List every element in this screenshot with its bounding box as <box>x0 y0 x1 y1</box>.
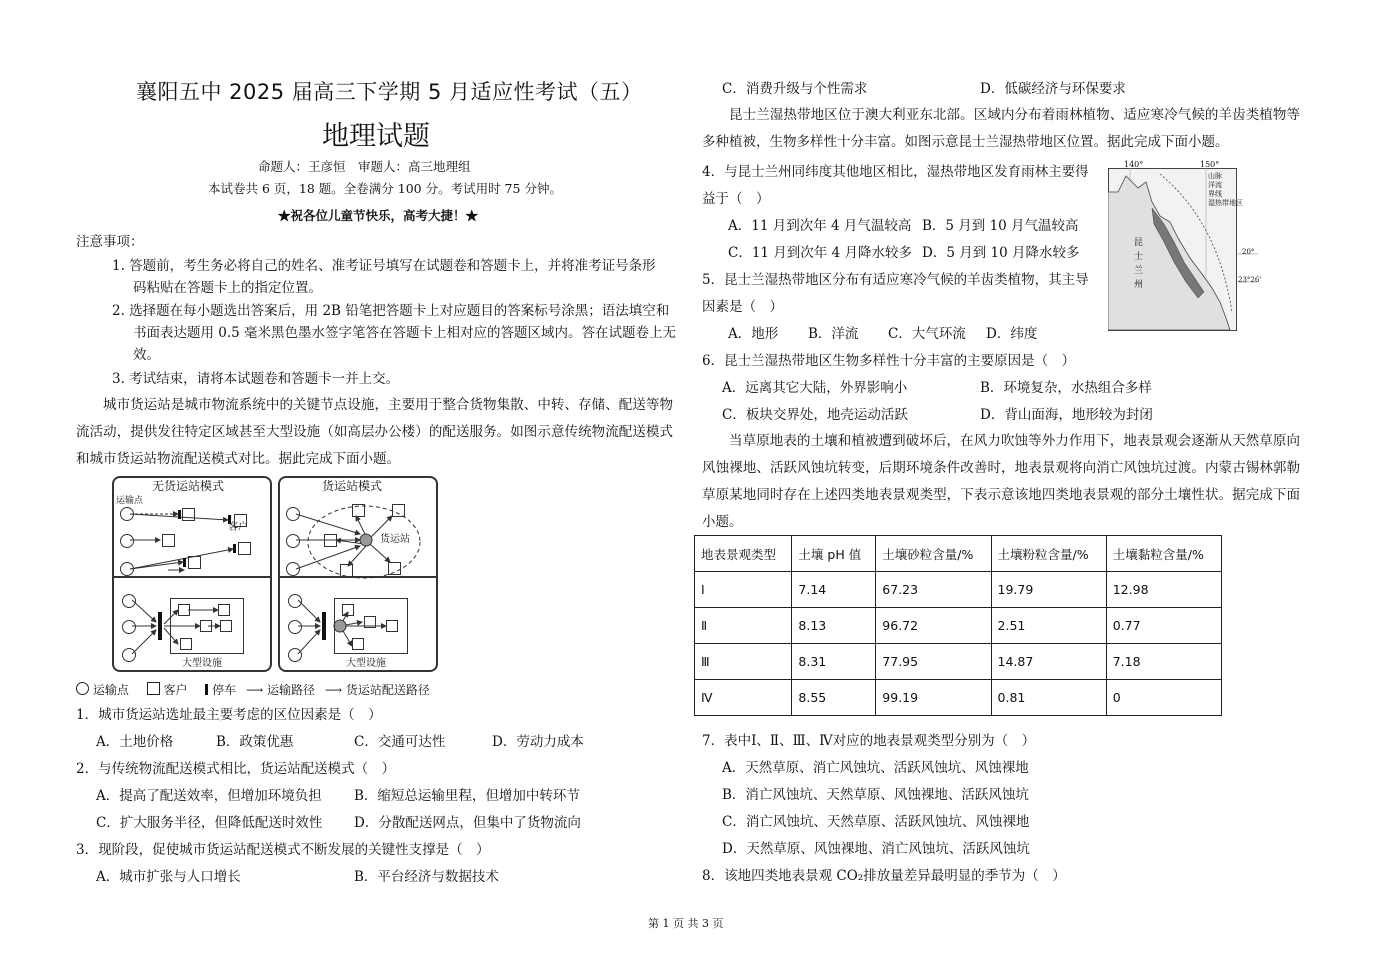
q5-option-c: C．大气环流 <box>888 326 966 342</box>
client-marker <box>388 562 401 575</box>
notice-heading: 注意事项： <box>76 234 144 250</box>
page-footer: 第 1 页 共 3 页 <box>648 917 724 930</box>
table-cell: Ⅲ <box>695 644 792 680</box>
table-row <box>695 680 1222 716</box>
table-cell: 8.31 <box>792 644 876 680</box>
notice-item-2c: 效。 <box>133 347 160 363</box>
q3-option-d: D．低碳经济与环保要求 <box>980 81 1126 97</box>
q5-stem-b: 因素是（ ） <box>702 299 783 315</box>
legend-origin: 运输点 <box>92 683 129 697</box>
q7-option-b: B．消亡风蚀坑、天然草原、风蚀裸地、活跃风蚀坑 <box>722 787 1029 803</box>
q7-stem: 7．表中Ⅰ、Ⅱ、Ⅲ、Ⅳ对应的地表景观类型分别为（ ） <box>702 733 1036 749</box>
table-row <box>695 572 1222 608</box>
map-legend-mountain: 山脉 <box>1208 172 1222 180</box>
q1-stem: 1．城市货运站选址最主要考虑的区位因素是（ ） <box>76 707 382 723</box>
exam-info: 本试卷共 6 页，18 题。全卷满分 100 分。考试用时 75 分钟。 <box>208 181 562 196</box>
table-header-cell: 土壤砂粒含量/% <box>876 536 991 572</box>
table-header-cell: 土壤黏粒含量/% <box>1106 536 1221 572</box>
table-cell: 2.51 <box>991 608 1106 644</box>
client-marker <box>392 504 405 517</box>
greeting: ★祝各位儿童节快乐，高考大捷！★ <box>278 208 479 223</box>
q1-option-a: A．土地价格 <box>96 734 174 750</box>
table-cell: 8.55 <box>792 680 876 716</box>
diagram-legend <box>76 682 430 697</box>
q5-option-d: D．纬度 <box>986 326 1038 342</box>
q4-option-a: A．11 月到次年 4 月气温较高 <box>728 218 912 234</box>
table-cell: Ⅰ <box>695 572 792 608</box>
origin-marker <box>286 507 300 521</box>
subject-title: 地理试题 <box>322 121 430 152</box>
table-header-cell: 地表景观类型 <box>695 536 792 572</box>
q2-option-a: A．提高了配送效率，但增加环境负担 <box>96 788 322 804</box>
map-legend-current: 洋流 <box>1208 181 1222 189</box>
origin-marker <box>122 620 136 634</box>
q8-stem: 8．该地四类地表景观 CO₂排放量差异最明显的季节为（ ） <box>702 868 1066 884</box>
client-marker <box>352 638 364 650</box>
q2-stem: 2．与传统物流配送模式相比，货运站配送模式（ ） <box>76 761 396 777</box>
table-cell: 0 <box>1106 680 1221 716</box>
q5-option-b: B．洋流 <box>808 326 859 342</box>
client-marker <box>364 616 376 628</box>
table-cell: 8.13 <box>792 608 876 644</box>
table-cell: Ⅱ <box>695 608 792 644</box>
client-marker <box>218 604 230 616</box>
station-label: 货运站 <box>380 534 410 545</box>
table-cell: 19.79 <box>991 572 1106 608</box>
q1-option-d: D．劳动力成本 <box>492 734 584 750</box>
table-header-cell: 土壤 pH 值 <box>792 536 876 572</box>
q7-option-a: A．天然草原、消亡风蚀坑、活跃风蚀坑、风蚀裸地 <box>722 760 1029 776</box>
table-cell: Ⅳ <box>695 680 792 716</box>
logistics-diagram <box>108 474 440 674</box>
q6-option-d: D．背山面海，地形较为封闭 <box>980 407 1153 423</box>
origin-marker <box>286 534 300 548</box>
origin-marker <box>120 534 134 548</box>
map-lat-2326: 23°26' <box>1238 276 1262 284</box>
notice-item-1b: 码粘贴在答题卡上的指定位置。 <box>133 280 322 296</box>
map-legend-boundary: 界线 <box>1208 190 1222 198</box>
origin-marker <box>288 620 302 634</box>
q7-option-c: C．消亡风蚀坑、天然草原、活跃风蚀坑、风蚀裸地 <box>722 814 1030 830</box>
table-cell: 14.87 <box>991 644 1106 680</box>
table-cell: 0.81 <box>991 680 1106 716</box>
table-row <box>695 644 1222 680</box>
arrow-legend-icon: ⟶ <box>324 683 343 697</box>
origin-marker <box>122 648 136 662</box>
table-cell: 0.77 <box>1106 608 1221 644</box>
right-panel-title: 货运站模式 <box>322 479 383 493</box>
map-region-label: 昆士兰州 <box>1134 238 1144 290</box>
origin-label: 运输点 <box>116 496 144 506</box>
notice-item-2b: 书面表达题用 0.5 毫米黑色墨水签字笔答在答题卡上相对应的答题区域内。答在试题卷上无 <box>133 325 677 341</box>
legend-station-route: 货运站配送路径 <box>345 683 430 697</box>
passage-1: 城市货运站是城市物流系统中的关键节点设施，主要用于整合货物集散、中转、存储、配送等物流活动，提供发往特定区域甚至大型设施（如高层办公楼）的配送服务。如图示意传统物流配送模式和城市货运站物流配送模式对比。据此完成下面小题。 <box>76 397 673 467</box>
q4-option-b: B．5 月到 10 月气温较高 <box>922 218 1079 234</box>
client-marker <box>352 504 365 517</box>
arrow-legend-icon: ⟶ <box>246 683 264 697</box>
client-marker <box>342 604 354 616</box>
passage-2: 昆士兰湿热带地区位于澳大利亚东北部。区域内分布着雨林植物、适应寒冷气候的羊齿类植物等多种植被，生物多样性十分丰富。如图示意昆士兰湿热带地区位置。据此完成下面小题。 <box>702 107 1300 150</box>
q6-option-a: A．远离其它大陆，外界影响小 <box>722 380 908 396</box>
map-lat-20: 20° <box>1242 248 1255 256</box>
queensland-map <box>1108 162 1266 332</box>
q3-option-b: B．平台经济与数据技术 <box>354 869 499 885</box>
q7-option-d: D．天然草原、风蚀裸地、消亡风蚀坑、活跃风蚀坑 <box>722 841 1030 857</box>
q4-stem-b: 益于（ ） <box>702 191 770 207</box>
client-marker <box>178 604 190 616</box>
table-cell: 7.14 <box>792 572 876 608</box>
table-header-row <box>695 536 1222 572</box>
q5-stem-a: 5．昆士兰湿热带地区分布有适应寒冷气候的羊齿类植物，其主导 <box>702 272 1089 288</box>
q4-stem-a: 4．与昆士兰州同纬度其他地区相比，湿热带地区发育雨林主要得 <box>702 164 1089 180</box>
notice-item-3: 3. 考试结束，请将本试题卷和答题卡一并上交。 <box>112 371 400 387</box>
table-cell: 12.98 <box>1106 572 1221 608</box>
legend-route: 运输路径 <box>267 683 316 697</box>
q2-option-c: C．扩大服务半径，但降低配送时效性 <box>96 815 323 831</box>
authors: 命题人：王彦恒 审题人：高三地理组 <box>258 159 471 174</box>
origin-marker <box>288 648 302 662</box>
client-marker <box>324 534 337 547</box>
origin-marker <box>286 562 300 576</box>
client-label: 客户 <box>228 522 248 533</box>
client-marker <box>234 514 247 527</box>
q3-option-c: C．消费升级与个性需求 <box>722 81 868 97</box>
client-marker <box>188 556 201 569</box>
map-lon-150: 150° <box>1200 160 1220 169</box>
passage-3: 当草原地表的土壤和植被遭到破坏后，在风力吹蚀等外力作用下，地表景观会逐渐从天然草原向风蚀裸地、活跃风蚀坑转变，后期环境条件改善时，地表景观将向消亡风蚀坑过渡。内蒙古锡林郭勒草原某地同时存在上述四类地表景观类型，下表示意该地四类地表景观的部分土壤性状。据完成下面小题。 <box>702 433 1300 530</box>
client-marker <box>162 534 175 547</box>
facility-label-right: 大型设施 <box>346 658 386 669</box>
table-cell: 67.23 <box>876 572 991 608</box>
origin-marker <box>288 594 302 608</box>
left-panel-title: 无货运站模式 <box>152 479 225 493</box>
q4-option-d: D．5 月到 10 月降水较多 <box>922 245 1080 261</box>
q4-option-c: C．11 月到次年 4 月降水较多 <box>728 245 912 261</box>
client-marker <box>386 620 398 632</box>
client-marker <box>340 564 353 577</box>
map-legend-wet-tropics: 湿热带地区 <box>1208 199 1243 207</box>
q1-option-c: C．交通可达性 <box>354 734 446 750</box>
exam-title: 襄阳五中 2025 届高三下学期 5 月适应性考试（五） <box>136 80 643 104</box>
client-marker <box>182 508 195 521</box>
table-cell: 7.18 <box>1106 644 1221 680</box>
q3-option-a: A．城市扩张与人口增长 <box>96 869 241 885</box>
origin-legend-icon <box>76 682 89 695</box>
legend-client: 客户 <box>163 683 188 697</box>
q3-stem: 3．现阶段，促使城市货运站配送模式不断发展的关键性支撑是（ ） <box>76 842 490 858</box>
q2-option-d: D．分散配送网点，但集中了货物流向 <box>354 815 581 831</box>
origin-marker <box>120 507 134 521</box>
q2-option-b: B．缩短总运输里程，但增加中转环节 <box>354 788 580 804</box>
client-marker <box>220 620 232 632</box>
client-marker <box>200 620 212 632</box>
notice-item-2a: 2. 选择题在每小题选出答案后，用 2B 铅笔把答题卡上对应题目的答案标号涂黑；语法填空和 <box>112 303 670 319</box>
table-cell: 77.95 <box>876 644 991 680</box>
client-legend-icon <box>147 682 160 695</box>
origin-marker <box>120 562 134 576</box>
q6-option-c: C．板块交界处，地壳运动活跃 <box>722 407 908 423</box>
origin-marker <box>122 594 136 608</box>
q5-option-a: A．地形 <box>728 326 779 342</box>
q6-stem: 6．昆士兰湿热带地区生物多样性十分丰富的主要原因是（ ） <box>702 353 1076 369</box>
q6-option-b: B．环境复杂，水热组合多样 <box>980 380 1152 396</box>
legend-stop: 停车 <box>212 683 237 697</box>
soil-table <box>694 535 1222 716</box>
q1-option-b: B．政策优惠 <box>216 734 294 750</box>
table-cell: 99.19 <box>876 680 991 716</box>
facility-label-left: 大型设施 <box>182 658 222 669</box>
map-lon-140: 140° <box>1124 160 1144 169</box>
stop-legend-icon <box>205 684 208 695</box>
map-legend <box>1208 172 1258 208</box>
notice-item-1a: 1. 答题前，考生务必将自己的姓名、准考证号填写在试题卷和答题卡上，并将准考证号条形 <box>112 258 656 274</box>
client-marker <box>180 638 192 650</box>
client-marker <box>238 542 251 555</box>
table-header-cell: 土壤粉粒含量/% <box>991 536 1106 572</box>
table-row <box>695 608 1222 644</box>
table-cell: 96.72 <box>876 608 991 644</box>
